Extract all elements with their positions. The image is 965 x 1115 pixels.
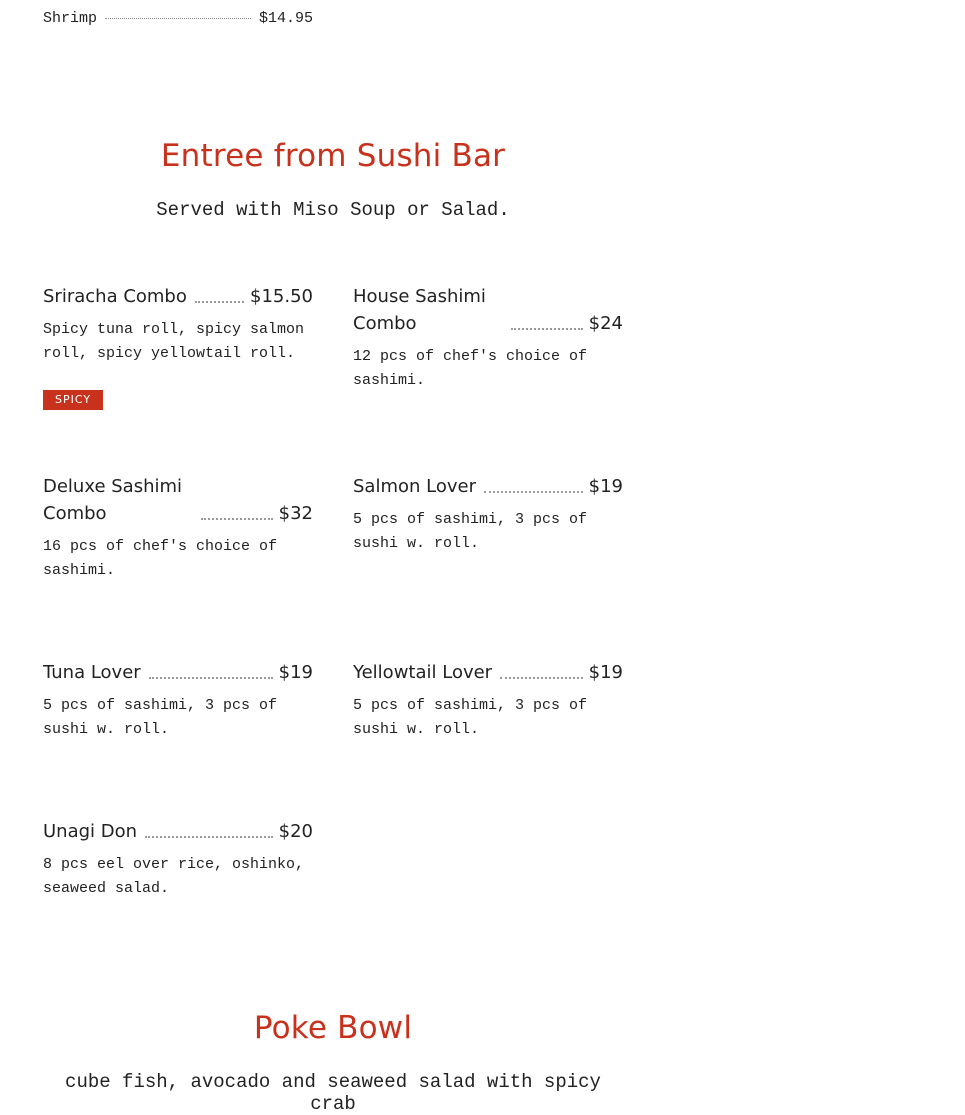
item-description: 12 pcs of chef's choice of sashimi.: [353, 348, 588, 389]
menu-item-salmon-lover: [353, 473, 623, 556]
item-price: $19: [588, 662, 623, 683]
dot-leader: [484, 491, 583, 493]
item-name: Deluxe Sashimi Combo: [43, 476, 183, 524]
dot-leader: [500, 677, 583, 679]
item-price: $19: [588, 476, 623, 497]
menu-item-sriracha-combo: [43, 283, 313, 410]
item-description: 8 pcs eel over rice, oshinko, seaweed salad.: [43, 856, 305, 897]
dot-leader: [201, 518, 273, 520]
section-title-poke-bowl: Poke Bowl: [253, 1010, 413, 1046]
dot-leader: [145, 836, 273, 838]
menu-item-deluxe-sashimi-combo: [43, 473, 313, 583]
item-price: $32: [278, 503, 313, 524]
item-name: House Sashimi Combo: [353, 286, 486, 334]
dot-leader: [149, 677, 273, 679]
item-description: 5 pcs of sashimi, 3 pcs of sushi w. roll.: [353, 511, 588, 552]
dot-leader: [195, 301, 244, 303]
item-name: Unagi Don: [43, 821, 138, 842]
item-description: 16 pcs of chef's choice of sashimi.: [43, 538, 278, 579]
item-name: Tuna Lover: [43, 662, 141, 683]
menu-item-unagi-don: [43, 818, 313, 901]
dot-leader: [511, 328, 583, 330]
item-price: $14.95: [258, 10, 313, 27]
item-name: Shrimp: [43, 10, 98, 27]
menu-item-tuna-lover: [43, 659, 313, 742]
item-name: Yellowtail Lover: [353, 662, 493, 683]
item-price: $19: [278, 662, 313, 683]
menu-item-house-sashimi-combo: [353, 283, 623, 393]
item-description: 5 pcs of sashimi, 3 pcs of sushi w. roll.: [43, 697, 278, 738]
section-subtitle-poke-bowl: cube fish, avocado and seaweed salad with spicy crab: [65, 1071, 601, 1115]
section-title-sushi-bar: Entree from Sushi Bar: [160, 138, 506, 174]
menu-item-shrimp: [43, 10, 313, 27]
section-subtitle-sushi-bar: Served with Miso Soup or Salad.: [156, 199, 510, 221]
item-name: Sriracha Combo: [43, 286, 187, 307]
item-name: Salmon Lover: [353, 476, 476, 497]
item-price: $15.50: [250, 286, 313, 307]
item-price: $24: [588, 313, 623, 334]
dot-leader: [105, 18, 251, 19]
menu-item-yellowtail-lover: [353, 659, 623, 742]
item-description: Spicy tuna roll, spicy salmon roll, spicy yellowtail roll.: [43, 321, 305, 362]
spicy-badge: SPICY: [43, 390, 103, 410]
item-price: $20: [278, 821, 313, 842]
item-description: 5 pcs of sashimi, 3 pcs of sushi w. roll.: [353, 697, 588, 738]
